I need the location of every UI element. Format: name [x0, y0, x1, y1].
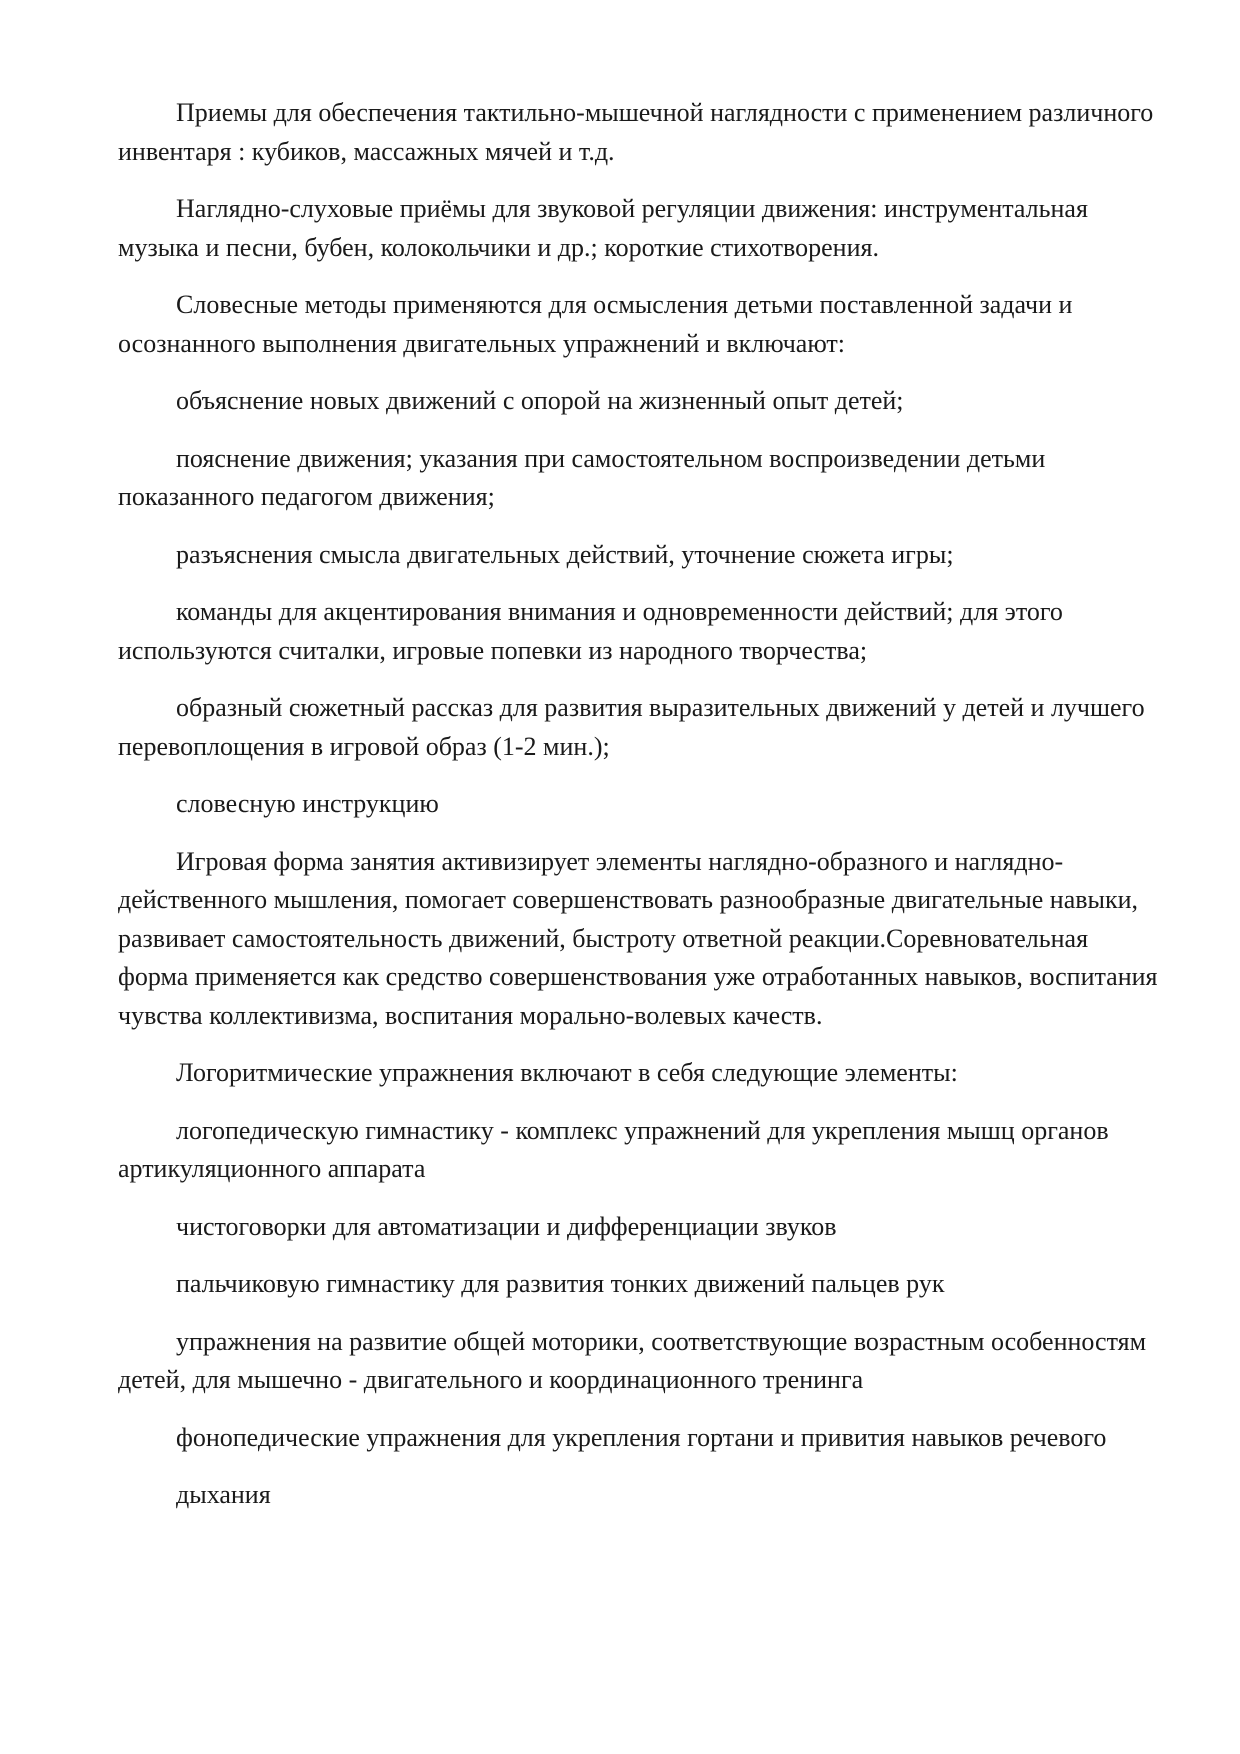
- document-body: [118, 94, 1160, 1534]
- paragraph: Логоритмические упражнения включают в себя следующие элементы:: [176, 1058, 958, 1087]
- list-paragraph: чистоговорки для автоматизации и дифференциации звуков: [176, 1211, 837, 1241]
- list-paragraph: пояснение движения; указания при самостоятельном воспроизведении детьми показанного педагогом движения;: [118, 443, 1046, 511]
- paragraph: Игровая форма занятия активизирует элементы наглядно-образного и наглядно-действенного мышления, помогает совершенствовать разнообразные двигательные навыки, развивает самостоятельность движений, быстроту ответной реакции.Соревновательная форма применяется как средство совершенствования уже отработанных навыков, воспитания чувства коллективизма, воспитания морально-волевых качеств.: [118, 846, 1158, 1030]
- list-paragraph: словесную инструкцию: [176, 789, 439, 818]
- list-paragraph: команды для акцентирования внимания и одновременности действий; для этого используются считалки, игровые попевки из народного творчества;: [118, 597, 1063, 665]
- paragraph: Приемы для обеспечения тактильно-мышечной наглядности с применением различного инвентаря : кубиков, массажных мячей и т.д.: [118, 98, 1154, 166]
- list-paragraph: образный сюжетный рассказ для развития выразительных движений у детей и лучшего перевоплощения в игровой образ (1-2 мин.);: [118, 693, 1145, 761]
- list-paragraph: пальчиковую гимнастику для развития тонких движений пальцев рук: [176, 1269, 945, 1298]
- list-paragraph: фонопедические упражнения для укрепления гортани и привития навыков речевого: [176, 1422, 1107, 1452]
- list-paragraph: разъяснения смысла двигательных действий, уточнение сюжета игры;: [176, 539, 954, 569]
- paragraph: Наглядно-слуховые приёмы для звуковой регуляции движения: инструментальная музыка и песни, бубен, колокольчики и др.; короткие стихотворения.: [118, 194, 1088, 262]
- list-paragraph: упражнения на развитие общей моторики, соответствующие возрастным особенностям детей, для мышечно - двигательного и координационного тренинга: [118, 1326, 1147, 1394]
- list-paragraph: дыхания: [176, 1480, 271, 1509]
- paragraph: Словесные методы применяются для осмысления детьми поставленной задачи и осознанного выполнения двигательных упражнений и включают:: [118, 290, 1073, 358]
- list-paragraph: объяснение новых движений с опорой на жизненный опыт детей;: [176, 386, 904, 415]
- list-paragraph: логопедическую гимнастику - комплекс упражнений для укрепления мышц органов артикуляционного аппарата: [118, 1115, 1109, 1183]
